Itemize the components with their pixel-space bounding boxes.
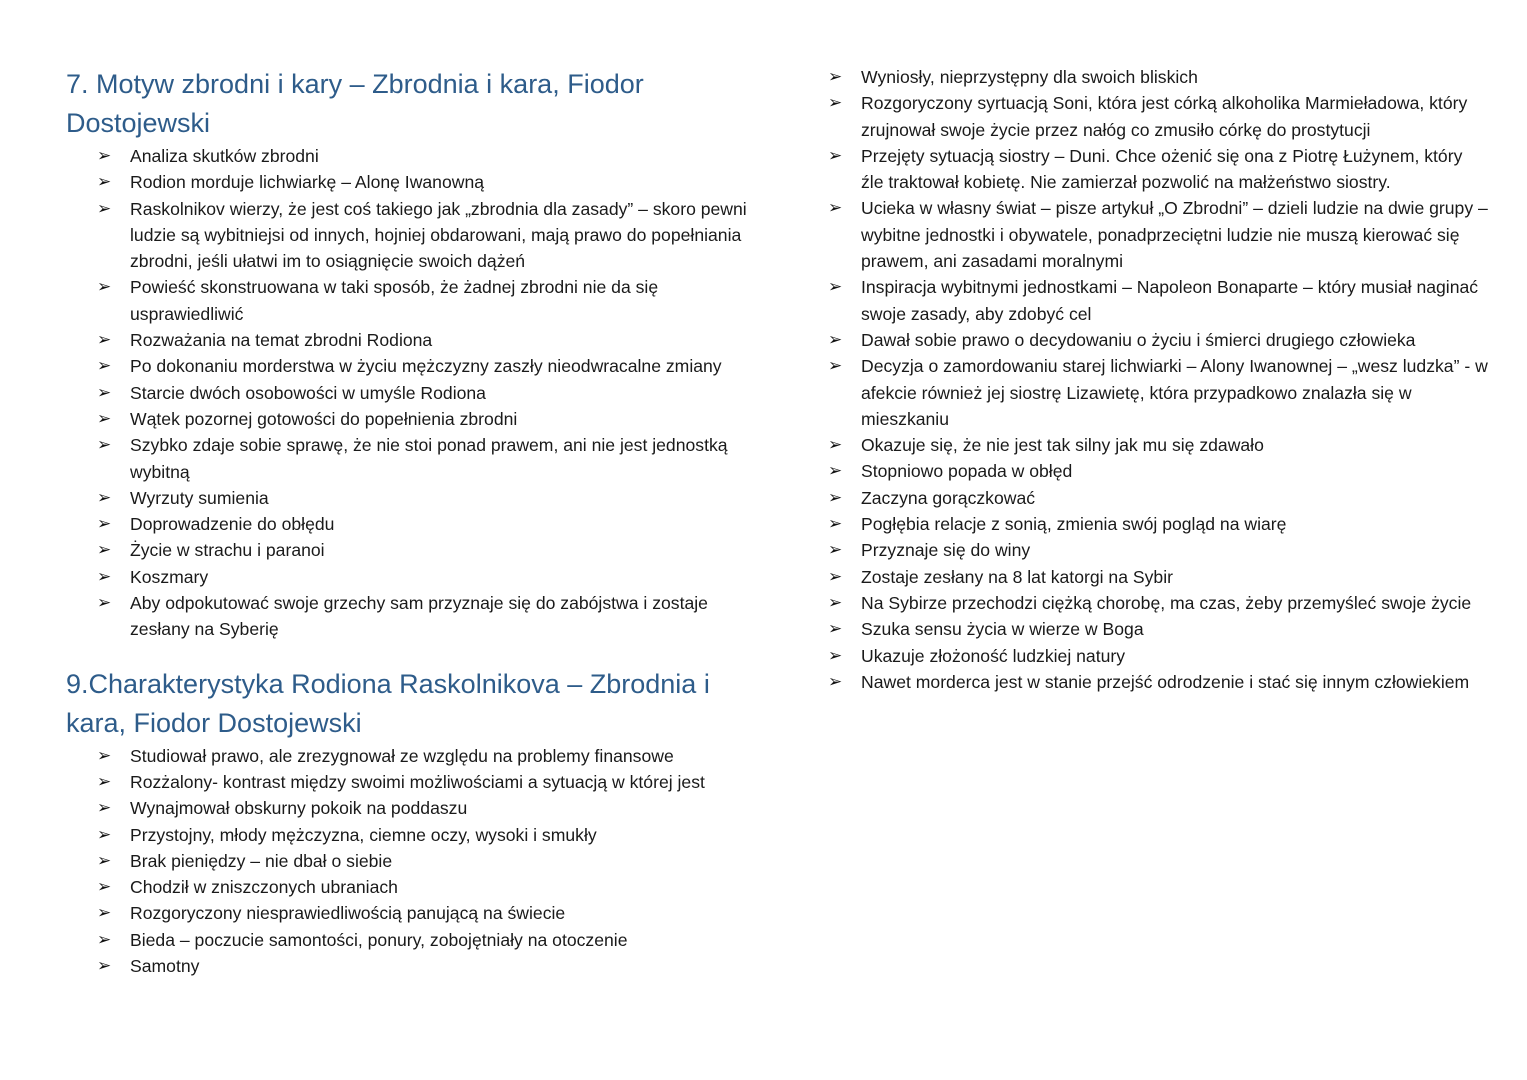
list-item	[97, 822, 766, 848]
list-item-text: Wątek pozornej gotowości do popełnienia zbrodni	[130, 408, 518, 429]
list-item-text: Wyrzuty sumienia	[130, 487, 269, 508]
list-item-text: Analiza skutków zbrodni	[130, 146, 319, 166]
list-item	[828, 90, 1488, 143]
arrowhead-bullet-icon: ➢	[828, 435, 843, 455]
arrowhead-bullet-icon: ➢	[828, 277, 843, 297]
arrowhead-bullet-icon: ➢	[97, 435, 112, 455]
list-item	[828, 274, 1488, 327]
list-item-text: Aby odpokutować swoje grzechy sam przyznaje się do zabójstwa i zostaje zesłany na Syberię	[130, 593, 708, 640]
list-item	[828, 64, 1488, 90]
list-item-text: Powieść skonstruowana w taki sposób, że żadnej zbrodni nie da się usprawiedliwić	[130, 277, 659, 324]
list-item-text: Okazuje się, że nie jest tak silny jak mu się zdawało	[861, 435, 1264, 456]
list-item	[828, 143, 1488, 196]
arrowhead-bullet-icon: ➢	[828, 566, 843, 586]
arrowhead-bullet-icon: ➢	[828, 93, 843, 113]
list-item	[97, 274, 766, 327]
list-item-text: Przejęty sytuacją siostry – Duni. Chce ożenić się ona z Piotrę Łużynem, który źle traktował kobietę. Nie zamierzał pozwolić na małżeństwo siostry.	[861, 145, 1463, 193]
list-item	[97, 327, 766, 353]
list-item	[97, 590, 766, 643]
list-item-text: Raskolnikov wierzy, że jest coś takiego jak „zbrodnia dla zasady” – skoro pewni ludzie są wybitniejsi od innych, hojniej obdarowani, mają prawo do popełniania zbrodni, jeśli ułatwi im to osiągnięcie swoich dążeń	[130, 198, 747, 272]
list-item-text: Decyzja o zamordowaniu starej lichwiarki – Alony Iwanownej – „wesz ludzka” - w afekcie również jej siostrę Lizawietę, która przypadkowo znalazła się w mieszkaniu	[861, 356, 1488, 429]
arrowhead-bullet-icon: ➢	[97, 929, 112, 949]
list-item-text: Rodion morduje lichwiarkę – Alonę Iwanowną	[130, 172, 485, 193]
list-item	[828, 327, 1488, 353]
arrowhead-bullet-icon: ➢	[97, 903, 112, 923]
list-item	[828, 616, 1488, 642]
arrowhead-bullet-icon: ➢	[97, 850, 112, 870]
arrowhead-bullet-icon: ➢	[97, 172, 112, 192]
list-item-text: Zostaje zesłany na 8 lat katorgi na Sybir	[861, 566, 1173, 587]
left-column	[66, 0, 766, 979]
section-9-continued-list	[828, 64, 1488, 695]
list-item	[828, 590, 1488, 616]
section-9-list	[66, 743, 766, 980]
list-item	[97, 900, 766, 926]
list-item-text: Pogłębia relacje z sonią, zmienia swój pogląd na wiarę	[861, 514, 1287, 535]
list-item-text: Szybko zdaje sobie sprawę, że nie stoi ponad prawem, ani nie jest jednostką wybitną	[130, 435, 728, 482]
right-column	[828, 64, 1488, 695]
list-item-text: Studiował prawo, ale zrezygnował ze względu na problemy finansowe	[130, 745, 674, 766]
list-item	[97, 769, 766, 795]
section-9-title: 9.Charakterystyka Rodiona Raskolnikova – Zbrodnia i kara, Fiodor Dostojewski	[66, 668, 710, 738]
section-7-title: 7. Motyw zbrodni i kary – Zbrodnia i kara, Fiodor Dostojewski	[66, 69, 644, 138]
list-item-text: Rozgoryczony syrtuacją Soni, która jest córką alkoholika Marmieładowa, który zrujnował swoje życie przez nałóg co zmusiło córkę do prostytucji	[861, 93, 1468, 140]
list-item	[97, 874, 766, 900]
list-item	[97, 432, 766, 485]
arrowhead-bullet-icon: ➢	[97, 146, 112, 165]
list-item	[828, 669, 1488, 695]
arrowhead-bullet-icon: ➢	[828, 487, 843, 507]
section-7-list	[66, 143, 766, 643]
list-item-text: Szuka sensu życia w wierze w Boga	[861, 619, 1144, 640]
list-item	[828, 643, 1488, 669]
list-item	[97, 795, 766, 821]
list-item	[97, 564, 766, 590]
list-item	[97, 848, 766, 874]
arrowhead-bullet-icon: ➢	[97, 487, 112, 507]
arrowhead-bullet-icon: ➢	[97, 771, 112, 791]
arrowhead-bullet-icon: ➢	[97, 382, 112, 402]
list-item-text: Starcie dwóch osobowości w umyśle Rodiona	[130, 382, 486, 403]
arrowhead-bullet-icon: ➢	[97, 356, 112, 376]
list-item	[828, 564, 1488, 590]
list-item-text: Wyniosły, nieprzystępny dla swoich bliskich	[861, 67, 1198, 87]
list-item	[828, 195, 1488, 274]
arrowhead-bullet-icon: ➢	[828, 619, 843, 639]
arrowhead-bullet-icon: ➢	[828, 198, 843, 218]
list-item	[97, 406, 766, 432]
arrowhead-bullet-icon: ➢	[97, 824, 112, 844]
list-item	[97, 743, 766, 769]
arrowhead-bullet-icon: ➢	[97, 593, 112, 613]
list-item	[97, 537, 766, 563]
arrowhead-bullet-icon: ➢	[97, 198, 112, 218]
list-item	[828, 537, 1488, 563]
list-item	[97, 353, 766, 379]
arrowhead-bullet-icon: ➢	[828, 145, 843, 165]
arrowhead-bullet-icon: ➢	[97, 514, 112, 534]
arrowhead-bullet-icon: ➢	[97, 566, 112, 586]
list-item-text: Przystojny, młody mężczyzna, ciemne oczy, wysoki i smukły	[130, 824, 597, 845]
list-item-text: Na Sybirze przechodzi ciężką chorobę, ma czas, żeby przemyśleć swoje życie	[861, 592, 1472, 613]
list-item-text: Zaczyna gorączkować	[861, 487, 1036, 508]
list-item	[97, 953, 766, 979]
list-item	[828, 432, 1488, 458]
list-item	[97, 169, 766, 195]
arrowhead-bullet-icon: ➢	[97, 540, 112, 560]
list-item-text: Ucieka w własny świat – pisze artykuł „O Zbrodni” – dzieli ludzie na dwie grupy – wybitne jednostki i obywatele, ponadprzeciętni ludzie nie muszą kierować się prawem, ani zasadami moralnymi	[861, 198, 1488, 272]
list-item-text: Wynajmował obskurny pokoik na poddaszu	[130, 798, 468, 819]
arrowhead-bullet-icon: ➢	[828, 540, 843, 560]
arrowhead-bullet-icon: ➢	[828, 514, 843, 534]
list-item-text: Stopniowo popada w obłęd	[861, 461, 1073, 482]
arrowhead-bullet-icon: ➢	[97, 330, 112, 350]
list-item	[97, 196, 766, 275]
arrowhead-bullet-icon: ➢	[828, 67, 843, 86]
arrowhead-bullet-icon: ➢	[828, 645, 843, 665]
list-item-text: Chodził w zniszczonych ubraniach	[130, 877, 398, 898]
list-item-text: Ukazuje złożoność ludzkiej natury	[861, 645, 1126, 666]
arrowhead-bullet-icon: ➢	[97, 408, 112, 428]
arrowhead-bullet-icon: ➢	[828, 329, 843, 349]
list-item-text: Koszmary	[130, 566, 209, 587]
arrowhead-bullet-icon: ➢	[97, 745, 112, 765]
list-item	[828, 485, 1488, 511]
arrowhead-bullet-icon: ➢	[97, 277, 112, 297]
list-item	[828, 458, 1488, 484]
list-item-text: Brak pieniędzy – nie dbał o siebie	[130, 850, 393, 871]
list-item-text: Życie w strachu i paranoi	[130, 540, 325, 561]
list-item-text: Dawał sobie prawo o decydowaniu o życiu i śmierci drugiego człowieka	[861, 329, 1416, 350]
list-item-text: Samotny	[130, 956, 200, 977]
list-item	[97, 511, 766, 537]
arrowhead-bullet-icon: ➢	[828, 671, 843, 691]
list-item	[97, 380, 766, 406]
list-item-text: Rozważania na temat zbrodni Rodiona	[130, 330, 433, 351]
list-item	[828, 511, 1488, 537]
list-item	[97, 927, 766, 953]
list-item	[97, 143, 766, 169]
list-item	[97, 485, 766, 511]
list-item-text: Nawet morderca jest w stanie przejść odrodzenie i stać się innym człowiekiem	[861, 671, 1470, 692]
list-item-text: Inspiracja wybitnymi jednostkami – Napoleon Bonaparte – który musiał naginać swoje zasady, aby zdobyć cel	[861, 277, 1479, 324]
arrowhead-bullet-icon: ➢	[97, 798, 112, 818]
list-item-text: Bieda – poczucie samontości, ponury, zobojętniały na otoczenie	[130, 929, 628, 950]
list-item-text: Doprowadzenie do obłędu	[130, 514, 335, 535]
list-item-text: Przyznaje się do winy	[861, 540, 1031, 561]
arrowhead-bullet-icon: ➢	[97, 956, 112, 976]
list-item	[828, 353, 1488, 432]
arrowhead-bullet-icon: ➢	[828, 356, 843, 376]
arrowhead-bullet-icon: ➢	[97, 877, 112, 897]
list-item-text: Po dokonaniu morderstwa w życiu mężczyzny zaszły nieodwracalne zmiany	[130, 356, 722, 377]
list-item-text: Rozgoryczony niesprawiedliwością panującą na świecie	[130, 903, 566, 924]
arrowhead-bullet-icon: ➢	[828, 461, 843, 481]
arrowhead-bullet-icon: ➢	[828, 592, 843, 612]
list-item-text: Rozżalony- kontrast między swoimi możliwościami a sytuacją w której jest	[130, 771, 705, 792]
